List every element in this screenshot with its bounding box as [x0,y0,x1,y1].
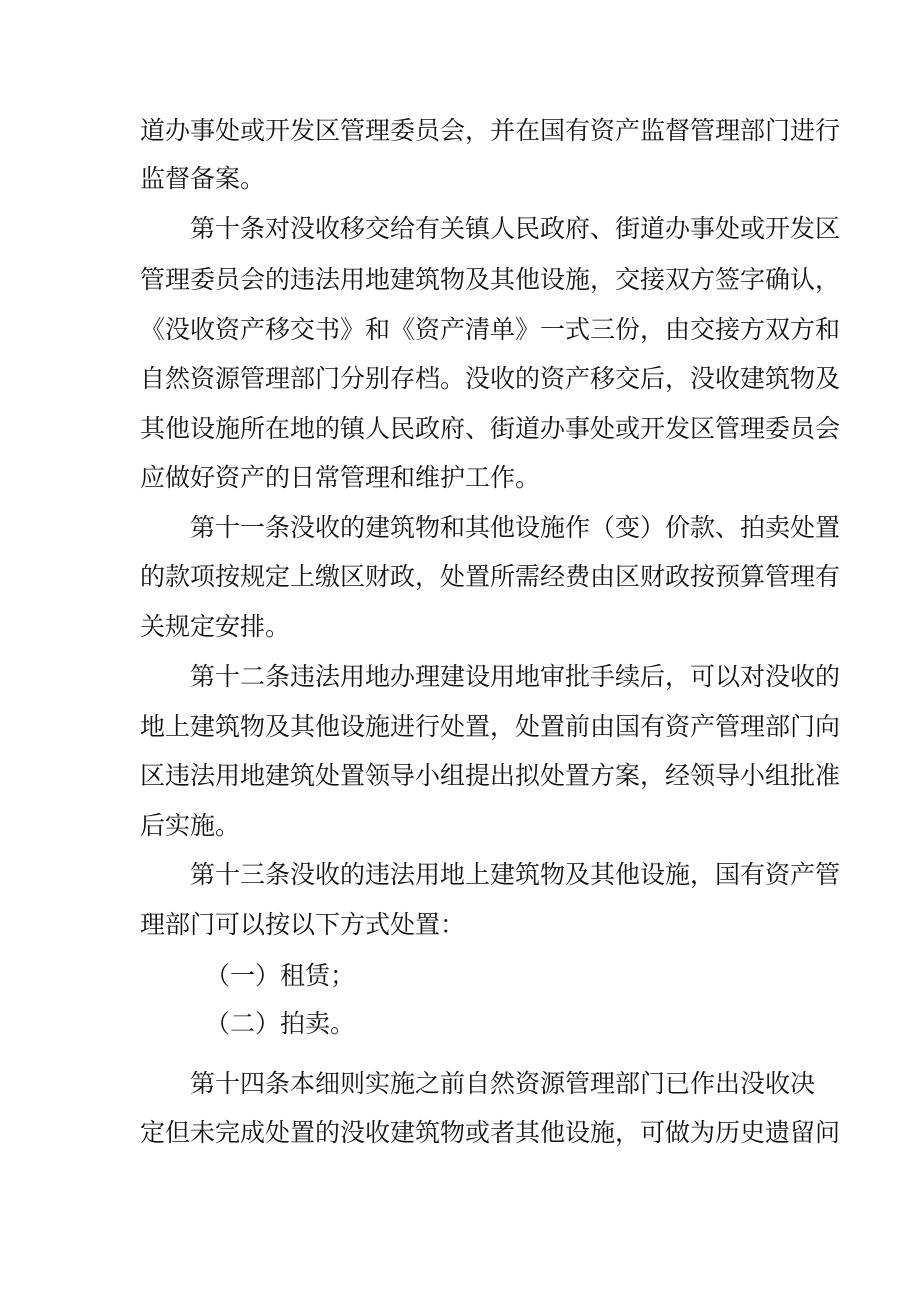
article-12-line: 第十二条违法用地办理建设用地审批手续后，可以对没收的 [190,662,841,691]
article-10-line: 其他设施所在地的镇人民政府、街道办事处或开发区管理委员会 [140,414,841,443]
article-12-line: 地上建筑物及其他设施进行处置，处置前由国有资产管理部门向 [140,712,841,741]
text-line: 监督备案。 [140,164,266,193]
article-10-line: 管理委员会的违法用地建筑物及其他设施，交接双方签字确认， [140,265,841,294]
text-line: 道办事处或开发区管理委员会，并在国有资产监督管理部门进行 [140,116,841,145]
article-11-line: 关规定安排。 [140,612,291,641]
article-10-line: 《没收资产移交书》和《资产清单》一式三份，由交接方双方和 [140,315,841,344]
article-12-line: 区违法用地建筑处置领导小组提出拟处置方案，经领导小组批准 [140,761,841,790]
article-10-line: 自然资源管理部门分别存档。没收的资产移交后，没收建筑物及 [140,364,841,393]
article-11-line: 第十一条没收的建筑物和其他设施作（变）价款、拍卖处置 [190,513,841,542]
article-13-line: 第十三条没收的违法用地上建筑物及其他设施，国有资产管 [190,860,841,889]
article-12-line: 后实施。 [140,811,241,840]
article-10-line: 第十条对没收移交给有关镇人民政府、街道办事处或开发区 [190,214,841,243]
list-item: （一）租赁； [205,961,356,990]
article-13-line: 理部门可以按以下方式处置： [140,910,466,939]
article-14-line: 定但未完成处置的没收建筑物或者其他设施，可做为历史遗留问 [140,1118,841,1147]
article-11-line: 的款项按规定上缴区财政，处置所需经费由区财政按预算管理有 [140,562,841,591]
list-item: （二）拍卖。 [205,1009,356,1038]
article-14-line: 第十四条本细则实施之前自然资源管理部门已作出没收决 [190,1069,816,1098]
article-10-line: 应做好资产的日常管理和维护工作。 [140,463,541,492]
